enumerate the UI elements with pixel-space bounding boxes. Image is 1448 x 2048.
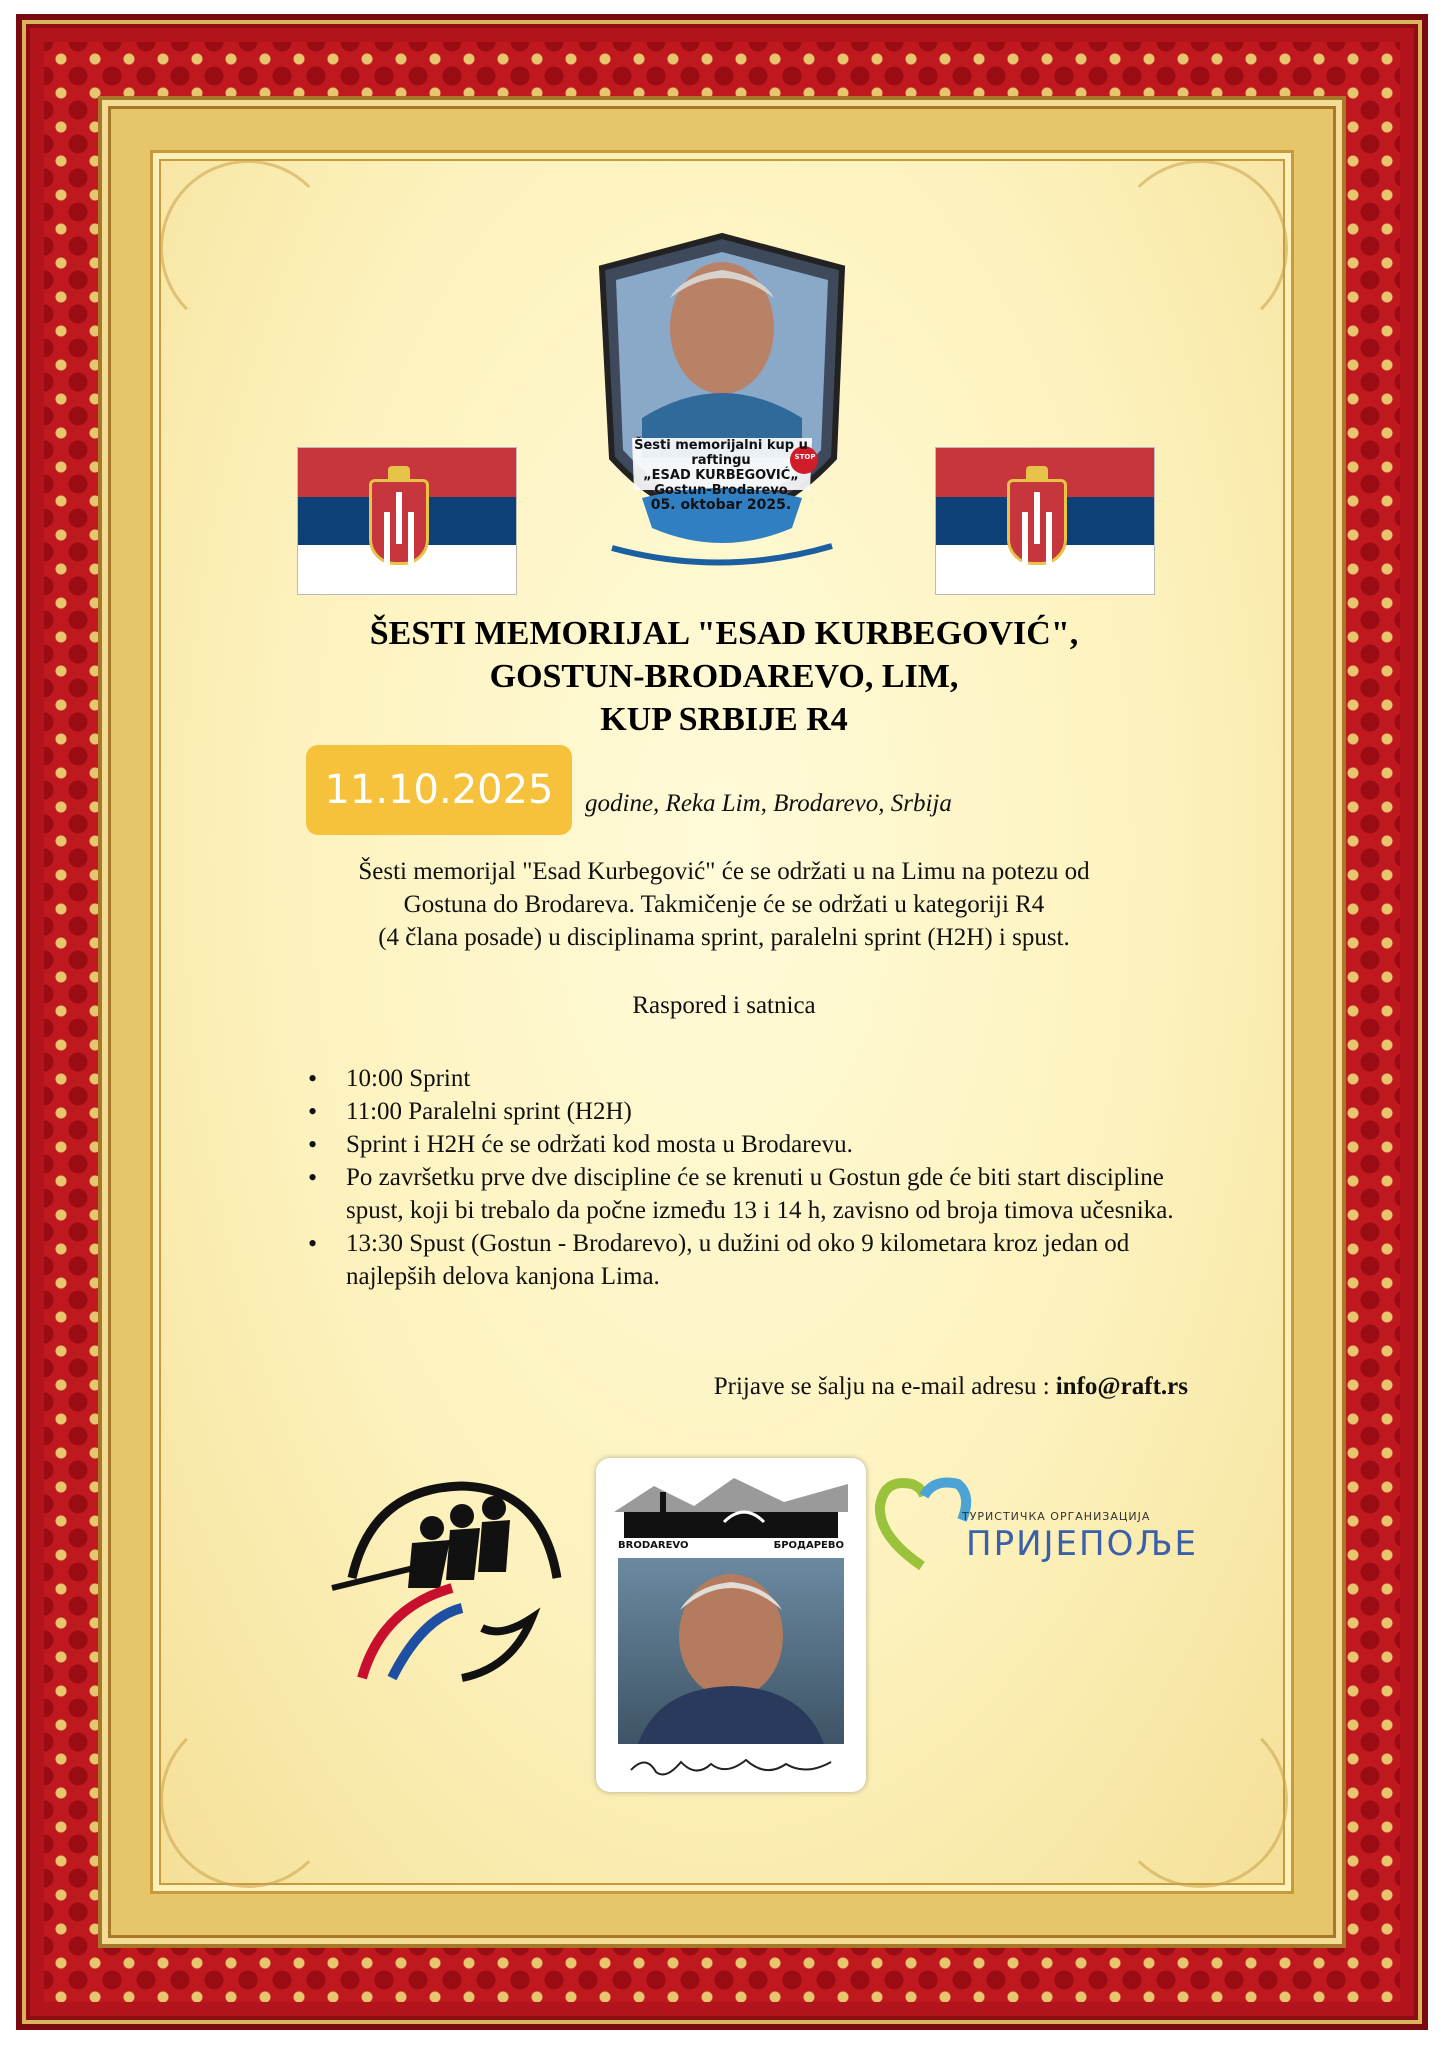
coat-of-arms-icon [369, 479, 429, 565]
coat-of-arms-icon [1007, 479, 1067, 565]
email-link[interactable]: info@raft.rs [1055, 1373, 1188, 1400]
description-line: (4 člana posade) u disciplinama sprint, paralelni sprint (H2H) i spust. [378, 924, 1070, 951]
contact-line [260, 1373, 1188, 1401]
rafting-club-logo-icon [312, 1468, 572, 1698]
tourism-subtitle: ТУРИСТИЧКА ОРГАНИЗАЦИЈА [962, 1510, 1151, 1523]
schedule-item: • Sprint i H2H će se održati kod mosta u Brodarevu. [306, 1128, 1206, 1161]
tourism-organization-logo [872, 1466, 1199, 1586]
town-skyline-icon [614, 1472, 848, 1544]
title-line: ŠESTI MEMORIJAL "ESAD KURBEGOVIĆ", [369, 615, 1079, 652]
title-line: GOSTUN-BRODAREVO, LIM, [489, 658, 959, 695]
corner-ornament [160, 160, 336, 336]
portrait-photo [618, 1558, 844, 1744]
town-label-cyrillic: БРОДАРЕВО [773, 1540, 844, 1551]
schedule-item: • Po završetku prve dve discipline će se krenuti u Gostun gde će biti start discipline spust, koji bi trebalo da počne između 13 i 14 h, zavisno od broja timova učesnika. [306, 1161, 1206, 1227]
schedule-item: • 10:00 Sprint [306, 1062, 1206, 1095]
serbian-flag-icon [298, 448, 516, 594]
contact-text: Prijave se šalju na e-mail adresu : [713, 1373, 1050, 1400]
schedule-item: • 13:30 Spust (Gostun - Brodarevo), u dužini od oko 9 kilometara kroz jedan od najlepših delova kanjona Lima. [306, 1227, 1206, 1293]
portrait-icon [618, 1558, 844, 1744]
town-label-latin: BRODAREVO [618, 1540, 689, 1551]
corner-ornament [1112, 1712, 1288, 1888]
heart-logo-icon [872, 1466, 972, 1586]
memorial-photo-card [596, 1458, 866, 1792]
serbian-flag-icon [936, 448, 1154, 594]
schedule-list [306, 1062, 1206, 1293]
event-location: godine, Reka Lim, Brodarevo, Srbija [585, 790, 952, 817]
shield-icon [572, 228, 872, 592]
emblem-line: „ESAD KURBEGOVIĆ„ [643, 468, 799, 483]
schedule-item: • 11:00 Paralelni sprint (H2H) [306, 1095, 1206, 1128]
emblem-caption [632, 438, 810, 513]
tourism-name: ПРИЈЕПОЉЕ [966, 1524, 1199, 1564]
memorial-emblem [572, 228, 872, 592]
title-line: KUP SRBIJE R4 [600, 701, 848, 738]
emblem-date: 05. oktobar 2025. [650, 497, 792, 513]
schedule-heading: Raspored i satnica [632, 992, 816, 1019]
description-line: Gostuna do Brodareva. Takmičenje će se održati u kategoriji R4 [403, 891, 1045, 918]
description-line: Šesti memorijal "Esad Kurbegović" će se održati u na Limu na potezu od [358, 858, 1090, 885]
event-date-badge: 11.10.2025 [306, 745, 572, 835]
emblem-line: Gostun-Brodarevo [654, 483, 788, 498]
stop-badge: STOP [794, 453, 816, 461]
emblem-line: Šesti memorijalni kup u raftingu [634, 438, 808, 468]
corner-ornament [160, 1712, 336, 1888]
signature-icon [626, 1750, 836, 1782]
corner-ornament [1112, 160, 1288, 336]
